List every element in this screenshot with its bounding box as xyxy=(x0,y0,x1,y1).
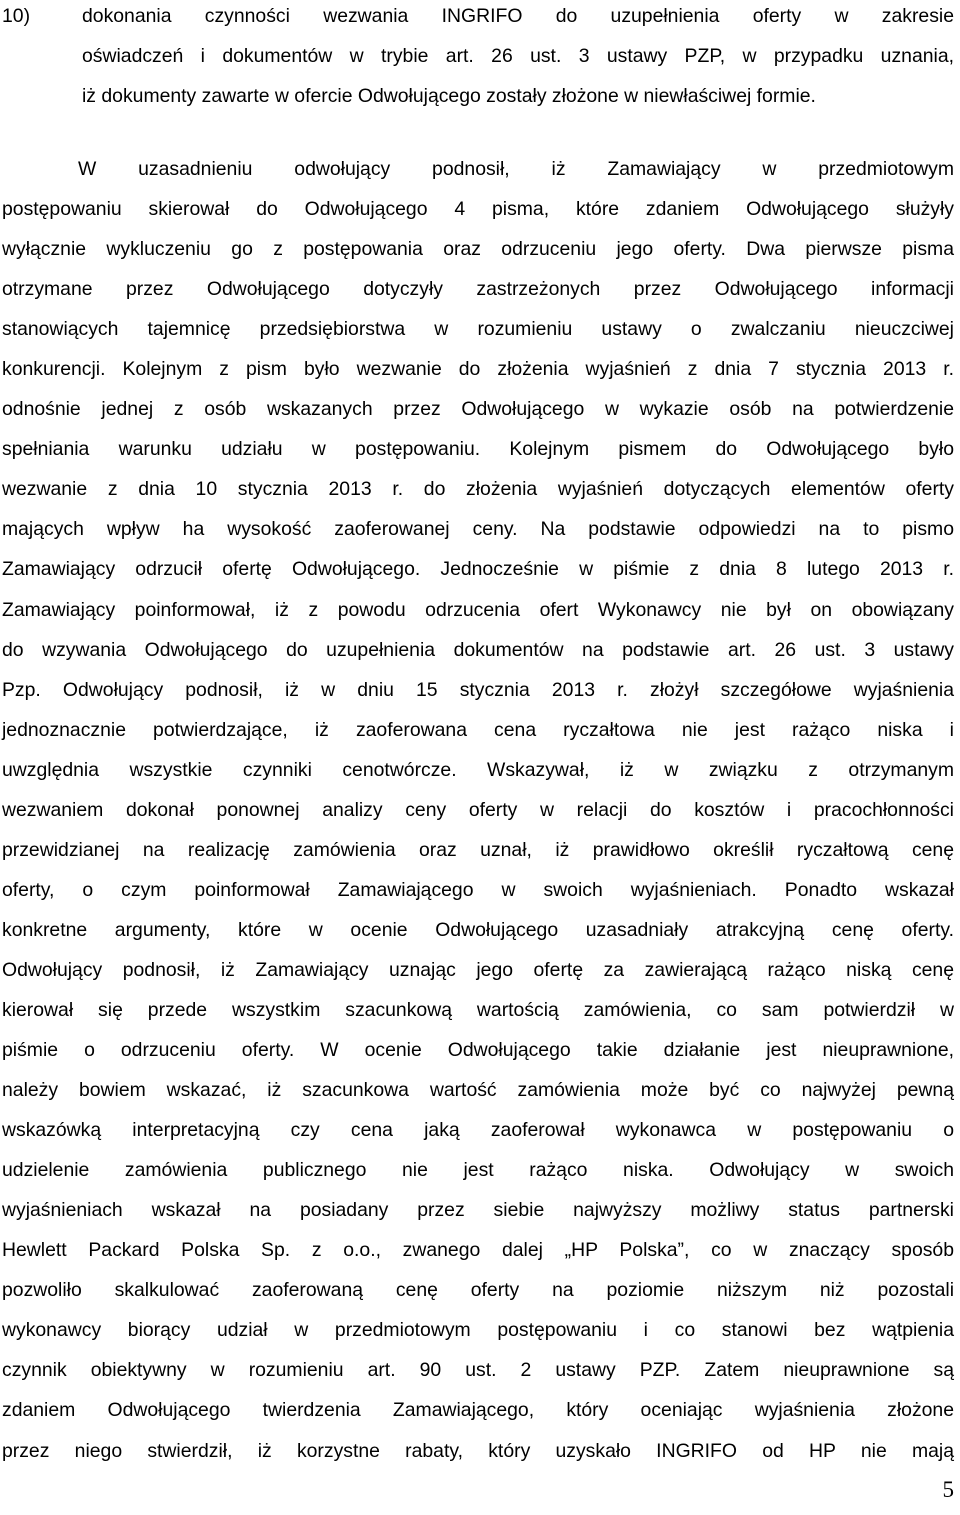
text-line: stanowiących tajemnicę przedsiębiorstwa w rozumieniu ustawy o zwalczaniu nieuczciwej xyxy=(2,318,954,341)
text-line: konkretne argumenty, które w ocenie Odwołującego uzasadniały atrakcyjną cenę oferty. xyxy=(2,918,954,941)
text-line: czynnik obiektywny w rozumieniu art. 90 ust. 2 ustawy PZP. Zatem nieuprawnione są xyxy=(2,1359,954,1382)
text-line: wyłącznie wykluczeniu go z postępowania oraz odrzuceniu jego oferty. Dwa pierwsze pisma xyxy=(2,238,954,261)
text-line: wezwanie z dnia 10 stycznia 2013 r. do złożenia wyjaśnień dotyczących elementów oferty xyxy=(2,478,954,501)
text-line: uwzględnia wszystkie czynniki cenotwórcze. Wskazywał, iż w związku z otrzymanym xyxy=(2,758,954,781)
text-line: zdaniem Odwołującego twierdzenia Zamawiającego, który oceniając wyjaśnienia złożone xyxy=(2,1399,954,1422)
text-line: konkurencji. Kolejnym z pism było wezwanie do złożenia wyjaśnień z dnia 7 stycznia 2013 r. xyxy=(2,358,954,381)
text-line: wskazówką interpretacyjną czy cena jaką zaoferował wykonawca w postępowaniu o xyxy=(2,1119,954,1142)
page-number: 5 xyxy=(942,1477,954,1502)
list-number: 10) xyxy=(2,5,31,27)
text-line: kierował się przede wszystkim szacunkową wartością zamówienia, co sam potwierdził w xyxy=(2,998,954,1021)
text-line: do wzywania Odwołującego do uzupełnienia dokumentów na podstawie art. 26 ust. 3 ustawy xyxy=(2,638,954,661)
text-line: udzielenie zamówienia publicznego nie jest rażąco niska. Odwołujący w swoich xyxy=(2,1159,954,1182)
text-line: przez niego stwierdził, iż korzystne rabaty, który uzyskało INGRIFO od HP nie mają xyxy=(2,1439,954,1462)
text-line: Pzp. Odwołujący podnosił, iż w dniu 15 stycznia 2013 r. złożył szczegółowe wyjaśnienia xyxy=(2,678,954,701)
text-line: piśmie o odrzuceniu oferty. W ocenie Odwołującego takie działanie jest nieuprawnione, xyxy=(2,1039,954,1062)
text-line: wykonawcy biorący udział w przedmiotowym postępowaniu i co stanowi bez wątpienia xyxy=(2,1319,954,1342)
text-line: przewidzianej na realizację zamówienia oraz uznał, iż prawidłowo określił ryczałtową cenę xyxy=(2,838,954,861)
text-line: należy bowiem wskazać, iż szacunkowa wartość zamówienia może być co najwyżej pewną xyxy=(2,1079,954,1102)
list-item-10 xyxy=(2,0,954,116)
text-line: Zamawiający poinformował, iż z powodu odrzucenia ofert Wykonawcy nie był on obowiązany xyxy=(2,598,954,621)
text-line: wyjaśnieniach wskazał na posiadany przez siebie najwyższy możliwy status partnerski xyxy=(2,1199,954,1222)
text-line: otrzymane przez Odwołującego dotyczyły zastrzeżonych przez Odwołującego informacji xyxy=(2,278,954,301)
text-line: wezwaniem dokonał ponownej analizy ceny oferty w relacji do kosztów i pracochłonności xyxy=(2,798,954,821)
text-line: jednoznacznie potwierdzające, iż zaoferowana cena ryczałtowa nie jest rażąco niska i xyxy=(2,718,954,741)
list-line: oświadczeń i dokumentów w trybie art. 26 ust. 3 ustawy PZP, w przypadku uznania, xyxy=(82,45,954,67)
text-line: Zamawiający odrzucił ofertę Odwołującego. Jednocześnie w piśmie z dnia 8 lutego 2013 r. xyxy=(2,558,954,581)
text-line: pozwoliło skalkulować zaoferowaną cenę oferty na poziomie niższym niż pozostali xyxy=(2,1279,954,1302)
list-line: dokonania czynności wezwania INGRIFO do uzupełnienia oferty w zakresie xyxy=(82,5,954,27)
list-line: iż dokumenty zawarte w ofercie Odwołującego zostały złożone w niewłaściwej formie. xyxy=(82,85,816,107)
text-line: odnośnie jednej z osób wskazanych przez Odwołującego w wykazie osób na potwierdzenie xyxy=(2,398,954,421)
text-line: mających wpływ ha wysokość zaoferowanej ceny. Na podstawie odpowiedzi na to pismo xyxy=(2,518,954,541)
text-line: Hewlett Packard Polska Sp. z o.o., zwanego dalej „HP Polska”, co w znaczący sposób xyxy=(2,1239,954,1262)
text-line: Odwołujący podnosił, iż Zamawiający uznając jego ofertę za zawierającą rażąco niską cenę xyxy=(2,958,954,981)
body-paragraph xyxy=(2,149,954,1471)
text-line: spełniania warunku udziału w postępowaniu. Kolejnym pismem do Odwołującego było xyxy=(2,438,954,461)
text-line: postępowaniu skierował do Odwołującego 4 pisma, które zdaniem Odwołującego służyły xyxy=(2,198,954,221)
text-line: W uzasadnieniu odwołujący podnosił, iż Zamawiający w przedmiotowym xyxy=(78,158,954,180)
text-line: oferty, o czym poinformował Zamawiającego w swoich wyjaśnieniach. Ponadto wskazał xyxy=(2,878,954,901)
